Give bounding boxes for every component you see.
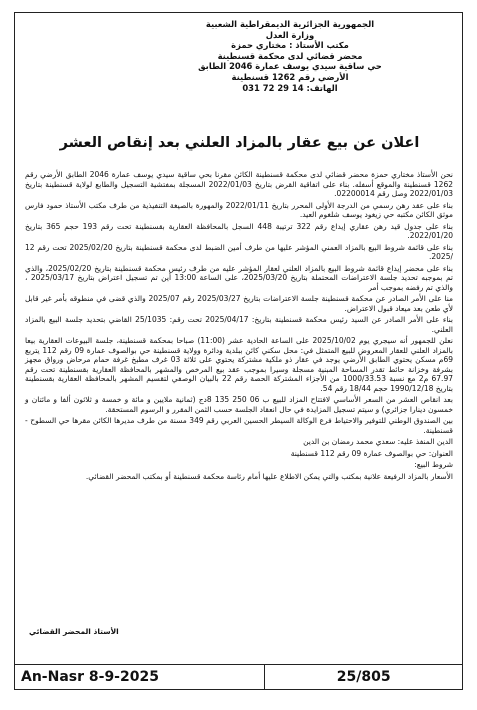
body-paragraph: بناء على عقد رهن رسمي من الدرجة الأولى المحرر بتاريخ 2022/01/11 والمهورة بالصيغة التنفيذية من طرف مكتب الأستاذ حمود فارس موثق الكائن مكتبه حي زيغود يوسف شلغوم العيد. xyxy=(25,200,453,220)
bailiff-title: محضر قضائي لدى محكمة قسنطينة xyxy=(217,50,363,61)
body-paragraph: الدين المنفذ عليه: سعدي محمد رمضان بن الدين xyxy=(303,437,453,447)
notice-body xyxy=(25,170,453,483)
office-name: مكتب الأستاذ : مختاري حمزة xyxy=(231,40,349,51)
notice-title: اعلان عن بيع عقار بالمزاد العلني بعد إنقاص العشر xyxy=(59,135,420,151)
signature-line: الأستاذ المحضر القضائي xyxy=(29,627,119,636)
office-address-2: الأرضي رقم 1262 قسنطينة xyxy=(231,71,349,82)
republic-line: الجمهورية الجزائرية الديمقراطية الشعبية xyxy=(205,19,375,29)
publication-source: An-Nasr 8-9-2025 xyxy=(15,665,265,689)
body-paragraph: الأسعار بالمزاد الرفيعة علانية بمكتب والتي يمكن الاطلاع عليها أمام رئاسة محكمة قسنطينة أو بمكتب المحضر القضائي. xyxy=(85,471,453,481)
body-paragraph: نعلن للجمهور أنه سيجري يوم 2025/10/02 على الساعة الحادية عشر (11:00) صباحا بمحكمة قسنطينة، جلسة البيوعات العقارية بيعا بالمزاد العلني للعقار المعروض للبيع المتمثل في: محل سكني كائن ببلدية ودائرة وولاية قسنطينة حي بوالصوف عمارة 09 رقم 112 يتربع 69م مسكن يحتوي الطابق الأرضي يوجد في عقار ذو ملكية مشتركة يحتوي على ثلاثة 03 غرف مطبخ غرفة حمام مرحاض ورواق مجهز بشرفة وخزانة حائط تقدر المساحة المبنية مسجلة وسيرا بموجب عقد بيع المرخص والمشهر بالمحافظة العقارية بقسنطينة تحت رقم 67.97 م2 مع نسبة 1000/33.53 من الأجزاء المشتركة الحصة رقم 22 بالبيان الوصفي لتقسيم المشهر بالمحافظة العقارية بقسنطينة بتاريخ 1990/12/18 حجم 18/44 رقم 54. xyxy=(25,336,454,394)
office-address: حي ساقية سيدي يوسف عمارة 2046 الطابق xyxy=(198,61,382,72)
body-paragraph: بعد انقاص العشر من السعر الأساسي لافتتاح المزاد للبيع ب 06 250 135 8دج (ثمانية ملايين و مائة و خمسة و ثلاثون ألفا و مائتان و خمسون دينارا جزائري) و سيتم تسجيل المزايدة في حال انعقاد الجلسة حسب الثمن المقرر و الرسوم المستحقة. xyxy=(25,395,453,415)
body-paragraph: بناء على جدول قيد رهن عقاري إيداع رقم 322 ترتيبة 448 السجل بالمحافظة العقارية بقسنطينة تحت رقم 193 حجم 365 بتاريخ 2022/01/20. xyxy=(25,221,453,241)
body-paragraph: بناء على محضر إيداع قائمة شروط البيع بالمزاد العلني لعقار المؤشر عليه من طرف رئيس محكمة قسنطينة بتاريخ 2025/02/20، والذي تم بموجبه تحديد جلسة الاعتراضات المحتملة بتاريخ 2025/03/20، على الساعة 13:00 أين تم تسجيل اعتراض بتاريخ 2025/03/17 ، والذي تم رفضه بموجب أمر xyxy=(25,263,454,292)
body-paragraph: نحن الأستاذ مختاري حمزة محضر قضائي لدى محكمة قسنطينة الكائن مقرنا بحي ساقية سيدي يوسف عمارة 2046 الطابق الأرضي رقم 1262 قسنطينة والموقع أسفله. بناء على اتفاقية القرض بتاريخ 2022/01/03 المسجلة بمفتشية التسجيل والطابع لولاية قسنطينة بتاريخ 2022/01/03 وصل رقم 02200014. xyxy=(25,170,453,199)
body-paragraph: بناء على الأمر الصادر عن السيد رئيس محكمة قسنطينة بتاريخ: 2025/04/17 تحت رقم: 25/1035 القاضي بتحديد جلسة البيع بالمزاد العلني. xyxy=(25,315,454,334)
body-paragraph: بين الصندوق الوطني للتوفير والاحتياط فرع الوكالة السيطر الحسين العربي رقم 349 مسنة من طرف مديرها الكائن مقرها حي السطوح - قسنطينة. xyxy=(25,416,454,436)
notice-sheet xyxy=(14,12,463,690)
footer-bar xyxy=(15,664,462,689)
body-paragraph: شروط البيع: xyxy=(414,460,453,470)
ministry-line: وزارة العدل xyxy=(265,29,315,40)
notice-reference: 25/805 xyxy=(336,669,391,685)
body-paragraph: بناء على قائمة شروط البيع بالمزاد العمني المؤشر عليها من طرف أمين الضبط لدى محكمة قسنطينة بتاريخ 2025/02/20 تحت رقم 12 /2025. xyxy=(25,242,453,262)
body-paragraph: العنوان: حي بوالصوف عمارة 09 رقم 112 قسنطينة xyxy=(290,448,453,458)
office-phone: الهاتف: 14 29 72 031 xyxy=(242,82,338,93)
body-paragraph: منا على الأمر الصادر عن محكمة قسنطينة جلسة الاعتراضات بتاريخ 2025/03/27 رقم 2025/07 والذي قضى في منطوقه بأمر غير قابل لأي طعن بعد ميعاد قبول الاعتراض. xyxy=(25,294,453,313)
office-header xyxy=(125,19,455,93)
